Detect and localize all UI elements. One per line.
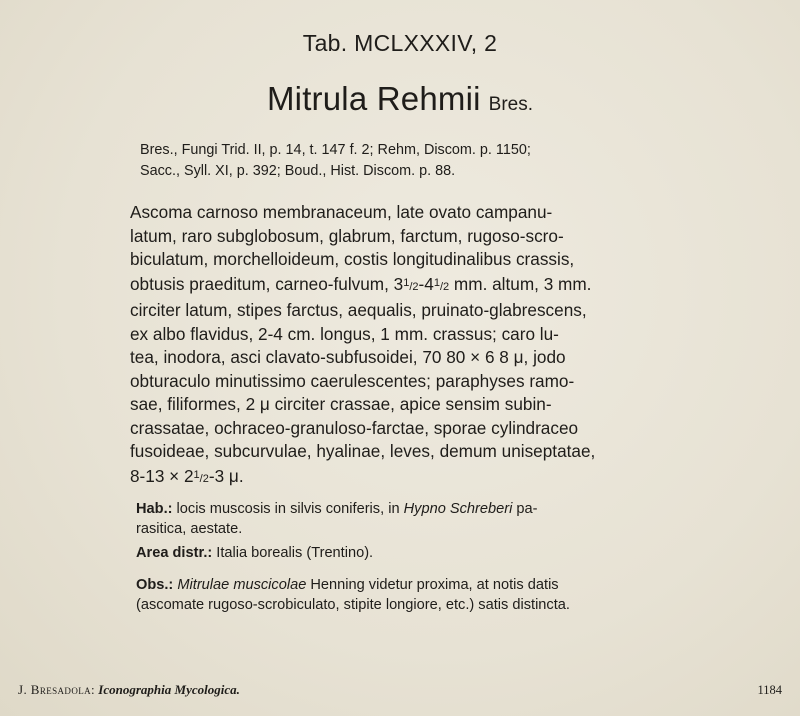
distribution-label: Area distr.:	[136, 545, 213, 561]
description-line: biculatum, morchelloideum, costis longitudinalibus crassis,	[130, 249, 575, 269]
fraction-numerator: 1	[433, 276, 440, 289]
habitat-text: pa-	[512, 501, 538, 517]
fraction-denominator: 2	[202, 472, 209, 485]
observations-line: (ascomate rugoso-scrobiculato, stipite longiore, etc.) satis distincta.	[136, 597, 570, 613]
fraction-numerator: 1	[193, 468, 200, 481]
fraction-denominator: 2	[443, 280, 450, 293]
references	[140, 140, 720, 182]
text-segment: 8-13 × 2	[130, 465, 194, 486]
species-name: Mitrula Rehmii	[266, 80, 481, 117]
page-number: 1184	[757, 683, 782, 697]
habitat-paragraph	[136, 499, 716, 539]
description-line: circiter latum, stipes farctus, aequalis, pruinato-glabrescens,	[130, 300, 587, 320]
text-segment: -3 μ.	[208, 465, 244, 486]
footer-work: Iconographia Mycologica.	[98, 682, 240, 697]
distribution-text: Italia borealis (Trentino).	[212, 545, 374, 561]
description-line: fusoideae, subcurvulae, hyalinae, leves, demum uniseptatae,	[130, 441, 596, 461]
description-line: crassatae, ochraceo-granuloso-farctae, sporae cylindraceo	[130, 417, 579, 438]
habitat-text: locis muscosis in silvis coniferis, in	[172, 501, 404, 517]
species-title	[0, 80, 800, 118]
host-name: Hypno Schreberi	[403, 501, 513, 517]
description-line: ex albo flavidus, 2-4 cm. longus, 1 mm. crassus; caro lu-	[130, 323, 559, 344]
observations-paragraph	[136, 575, 716, 615]
description-line: tea, inodora, asci clavato-subfusoidei, 70 80 × 6 8 μ, jodo	[130, 347, 566, 367]
description-line: obtusis praeditum, carneo-fulvum, $3^1/2-4^1/2$ mm. altum, 3 mm.	[130, 273, 592, 294]
description	[130, 201, 720, 491]
footer-author: J. Bresadola:	[18, 682, 96, 697]
species-author: Bres.	[488, 94, 534, 115]
fraction-denominator: 2	[412, 280, 419, 293]
observations-label: Obs.:	[136, 577, 174, 593]
habitat-line	[136, 499, 716, 519]
plate-number: Tab. MCLXXXIV, 2	[302, 30, 498, 56]
running-footer	[18, 682, 240, 698]
habitat-line: rasitica, aestate.	[136, 521, 243, 537]
reference-line: Bres., Fungi Trid. II, p. 14, t. 147 f. 2; Rehm, Discom. p. 1150;	[140, 142, 531, 158]
compared-species: Mitrulae muscicolae	[177, 577, 307, 593]
description-line: $8-13 \times 2^1/2-3$ μ.	[130, 465, 244, 486]
text-segment: mm. altum, 3 mm.	[449, 273, 592, 294]
description-line: latum, raro subglobosum, glabrum, farctum, rugoso-scro-	[130, 225, 564, 246]
text-segment: obtusis praeditum, carneo-fulvum, 3	[130, 273, 404, 294]
text-segment: -4	[418, 273, 434, 294]
observations-line	[136, 575, 716, 595]
description-line: obturaculo minutissimo caerulescentes; paraphyses ramo-	[130, 370, 575, 391]
observations-text: Henning videtur proxima, at notis datis	[306, 577, 559, 593]
fraction-numerator: 1	[403, 276, 410, 289]
description-line: sae, filiformes, 2 μ circiter crassae, apice sensim subin-	[130, 394, 552, 414]
habitat-label: Hab.:	[136, 501, 173, 517]
description-line: Ascoma carnoso membranaceum, late ovato campanu-	[130, 202, 553, 222]
distribution-paragraph	[136, 545, 373, 561]
reference-line: Sacc., Syll. XI, p. 392; Boud., Hist. Discom. p. 88.	[140, 163, 456, 179]
